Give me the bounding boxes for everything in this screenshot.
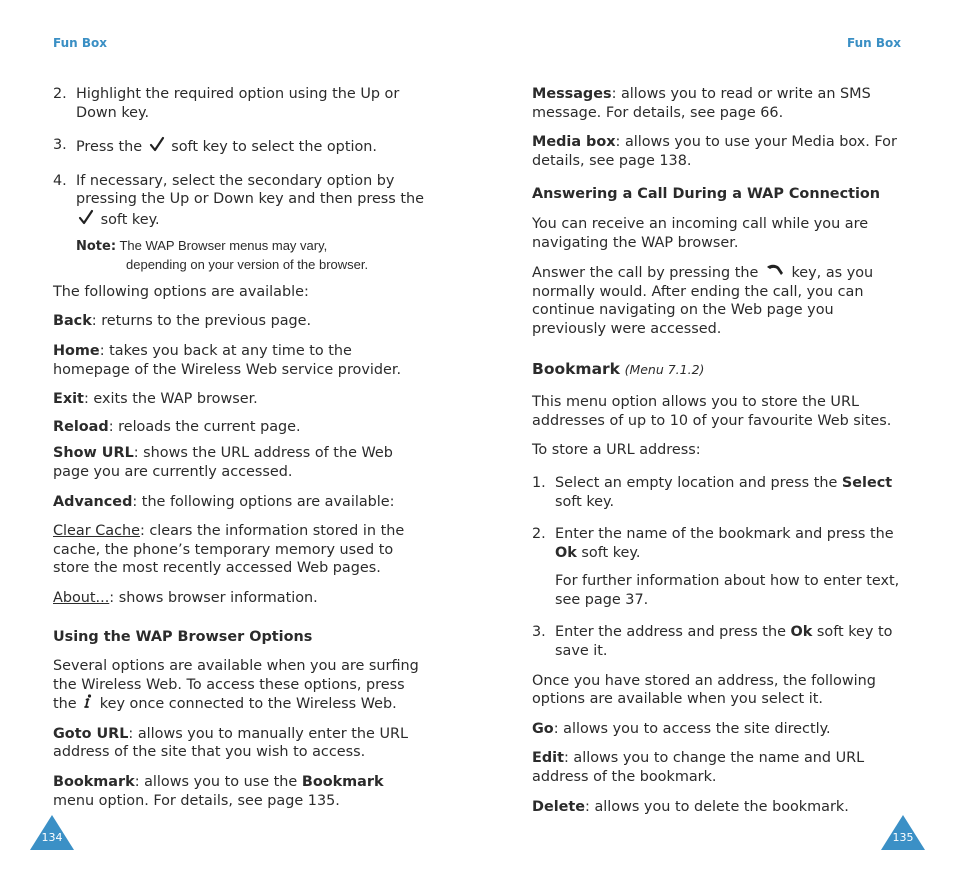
answer-paragraph: Answer the call by pressing the key, as you normally would. After ending the call, you can continue navigating on the Web page you previously were accessed. xyxy=(532,264,874,337)
info-i-icon xyxy=(83,694,93,714)
after-store-paragraph: Once you have stored an address, the following options are available when you select it. xyxy=(532,672,876,708)
option-back: Back: returns to the previous page. xyxy=(53,313,312,330)
options-intro: The following options are available: xyxy=(53,283,309,300)
list-item: 4. If necessary, select the secondary option by pressing the Up or Down key and then press the soft key. xyxy=(53,172,425,231)
option-edit: Edit: allows you to change the name and URL address of the bookmark. xyxy=(532,750,865,786)
store-intro: To store a URL address: xyxy=(532,442,701,459)
list-item: 3. Press the soft key to select the option. xyxy=(53,136,425,158)
list-item: 3. Enter the address and press the Ok soft key to save it. xyxy=(532,624,893,660)
page-number-badge-left xyxy=(29,814,75,851)
option-go: Go: allows you to access the site directly. xyxy=(532,720,831,737)
running-header-left: Fun Box xyxy=(53,36,107,50)
bookmark-section-title: Bookmark (Menu 7.1.2) xyxy=(532,359,705,378)
option-media-box: Media box: allows you to use your Media box. For details, see page 138. xyxy=(532,134,897,169)
option-goto-url: Goto URL: allows you to manually enter the URL address of the site that you wish to access. xyxy=(53,725,409,761)
option-reload: Reload: reloads the current page. xyxy=(53,418,301,435)
menu-number: (Menu 7.1.2) xyxy=(624,361,705,377)
option-bookmark: Bookmark: allows you to use the Bookmark menu option. For details, see page 135. xyxy=(53,774,384,809)
list-item: 2. Highlight the required option using the Up or Down key. xyxy=(53,86,400,121)
step-note: For further information about how to enter text, see page 37. xyxy=(555,573,900,608)
option-show-url: Show URL: shows the URL address of the Web page you are currently accessed. xyxy=(53,445,393,480)
left-column xyxy=(53,85,425,821)
page-number: 135 xyxy=(892,831,914,844)
list-item: 1. Select an empty location and press the Select soft key. xyxy=(532,474,893,510)
option-delete: Delete: allows you to delete the bookmark. xyxy=(532,798,849,815)
answer-paragraph: You can receive an incoming call while you are navigating the WAP browser. xyxy=(532,215,869,251)
section-heading: Answering a Call During a WAP Connection xyxy=(532,186,881,203)
checkmark-icon xyxy=(78,209,94,231)
option-home: Home: takes you back at any time to the homepage of the Wireless Web service provider. xyxy=(53,342,402,378)
option-about: About...: shows browser information. xyxy=(53,589,318,606)
option-messages: Messages: allows you to read or write an SMS message. For details, see page 66. xyxy=(532,86,871,121)
list-item: 2. Enter the name of the bookmark and press the Ok soft key. xyxy=(532,526,894,561)
option-exit: Exit: exits the WAP browser. xyxy=(53,391,258,408)
checkmark-icon xyxy=(149,136,165,158)
option-clear-cache: Clear Cache: clears the information stored in the cache, the phone’s temporary memory used to store the most recently accessed Web pages. xyxy=(53,523,405,577)
note: Note: The WAP Browser menus may vary, depending on your version of the browser. xyxy=(76,237,369,273)
options-paragraph: Several options are available when you are surfing the Wireless Web. To access these options, press the key once connected to the Wireless Web. xyxy=(53,658,419,713)
phone-handset-icon xyxy=(765,263,785,283)
bookmark-intro: This menu option allows you to store the URL addresses of up to 10 of your favourite Web sites. xyxy=(532,394,892,429)
option-advanced: Advanced: the following options are available: xyxy=(53,493,395,510)
section-heading: Using the WAP Browser Options xyxy=(53,629,313,646)
right-column xyxy=(532,85,904,827)
note-label: Note: xyxy=(76,238,117,254)
running-header-right: Fun Box xyxy=(847,36,901,50)
page-number-badge-right xyxy=(880,814,926,851)
page-number: 134 xyxy=(41,831,63,844)
